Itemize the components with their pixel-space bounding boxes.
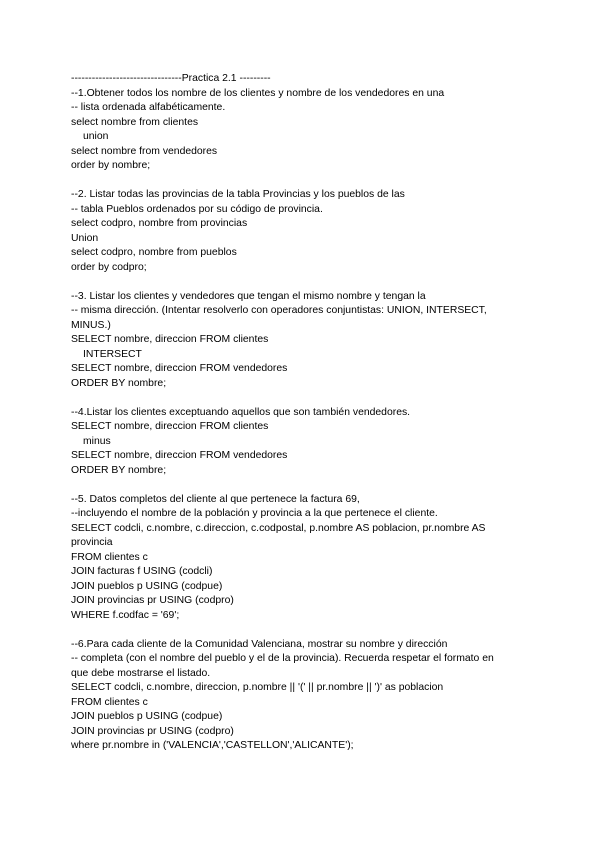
exercise-5-line-6: JOIN facturas f USING (codcli): [71, 566, 213, 577]
exercise-5-line-2: --incluyendo el nombre de la población y provincia a la que pertenece el cliente.: [71, 508, 438, 519]
exercise-4-line-5: ORDER BY nombre;: [71, 464, 167, 476]
exercise-2-line-1: --2. Listar todas las provincias de la tabla Provincias y los pueblos de las: [71, 189, 405, 200]
exercise-5-line-7: JOIN pueblos p USING (codpue): [71, 580, 223, 592]
exercise-6-line-6: JOIN pueblos p USING (codpue): [71, 711, 223, 722]
exercise-6-line-4: SELECT codcli, c.nombre, direccion, p.nombre || '(' || pr.nombre || ')' as poblacion: [71, 682, 444, 693]
exercise-4-line-2: SELECT nombre, direccion FROM clientes: [71, 421, 269, 432]
exercise-6-line-2: -- completa (con el nombre del pueblo y el de la provincia). Recuerda respetar el formato en: [71, 653, 494, 664]
exercise-2-line-3: select codpro, nombre from provincias: [71, 218, 248, 229]
blank-line: [71, 174, 541, 189]
exercise-5: [71, 493, 541, 624]
exercise-6-line-7: JOIN provincias pr USING (codpro): [71, 725, 234, 737]
exercise-1-line-2: -- lista ordenada alfabéticamente.: [71, 102, 226, 113]
exercise-2: [71, 188, 541, 275]
blank-line: [71, 623, 541, 638]
exercise-5-line-8: JOIN provincias pr USING (codpro): [71, 595, 234, 606]
exercise-1-line-1: --1.Obtener todos los nombre de los clientes y nombre de los vendedores en una: [71, 87, 445, 99]
blank-line: [71, 391, 541, 406]
exercise-3-line-7: ORDER BY nombre;: [71, 377, 167, 389]
exercise-4: [71, 406, 541, 479]
exercise-5-line-1: --5. Datos completos del cliente al que pertenece la factura 69,: [71, 493, 360, 505]
exercise-5-line-4: provincia: [71, 537, 113, 548]
exercise-4-line-1: --4.Listar los clientes exceptuando aquellos que son también vendedores.: [71, 406, 411, 418]
exercise-1-line-5: select nombre from vendedores: [71, 145, 218, 157]
exercise-1-line-6: order by nombre;: [71, 160, 151, 171]
exercise-1-line-4: union: [83, 131, 109, 142]
exercise-2-line-6: order by codpro;: [71, 261, 147, 273]
exercise-5-line-9: WHERE f.codfac = '69';: [71, 609, 180, 621]
exercise-6-line-3: que debe mostrarse el listado.: [71, 667, 211, 679]
exercise-3-line-5: INTERSECT: [83, 348, 142, 360]
exercise-3-line-1: --3. Listar los clientes y vendedores que tengan el mismo nombre y tengan la: [71, 290, 426, 302]
exercise-4-line-4: SELECT nombre, direccion FROM vendedores: [71, 450, 288, 461]
exercise-2-line-4: Union: [71, 232, 99, 244]
exercise-6-line-1: --6.Para cada cliente de la Comunidad Valenciana, mostrar su nombre y dirección: [71, 638, 448, 650]
exercise-6-line-8: where pr.nombre in ('VALENCIA','CASTELLON','ALICANTE');: [71, 740, 354, 751]
blank-line: [71, 275, 541, 290]
exercise-2-line-5: select codpro, nombre from pueblos: [71, 247, 237, 258]
exercise-2-line-2: -- tabla Pueblos ordenados por su código de provincia.: [71, 203, 323, 215]
exercise-4-line-3: minus: [83, 435, 111, 447]
exercise-1: [71, 87, 541, 174]
exercise-3: [71, 290, 541, 392]
document-title: --------------------------------Practica 2.1 ---------: [71, 73, 271, 84]
exercise-3-line-4: SELECT nombre, direccion FROM clientes: [71, 334, 269, 345]
document-page: [71, 72, 541, 754]
exercise-3-line-2: -- misma dirección. (Intentar resolverlo con operadores conjuntistas: UNION, INTERSECT,: [71, 305, 487, 316]
exercise-6: [71, 638, 541, 754]
exercise-1-line-3: select nombre from clientes: [71, 116, 199, 128]
exercise-5-line-3: SELECT codcli, c.nombre, c.direccion, c.codpostal, p.nombre AS poblacion, pr.nombre AS: [71, 522, 486, 534]
blank-line: [71, 478, 541, 493]
exercise-5-line-5: FROM clientes c: [71, 551, 148, 563]
exercise-6-line-5: FROM clientes c: [71, 696, 148, 708]
exercise-3-line-3: MINUS.): [71, 319, 111, 331]
exercise-3-line-6: SELECT nombre, direccion FROM vendedores: [71, 363, 288, 374]
